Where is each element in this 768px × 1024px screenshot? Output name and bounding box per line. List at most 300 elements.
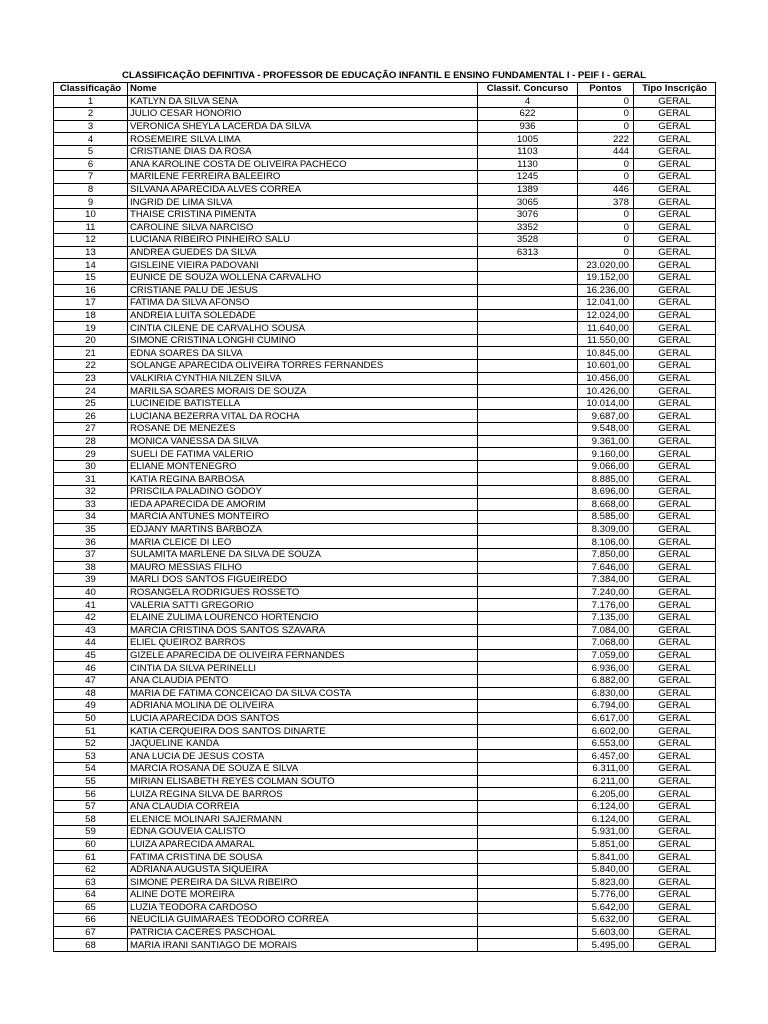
cell-classificacao: 8 bbox=[54, 183, 128, 196]
table-row bbox=[54, 914, 716, 927]
table-row bbox=[54, 460, 716, 473]
cell-nome: MARILENE FERREIRA BALEEIRO bbox=[128, 171, 478, 184]
cell-nome: KATIA REGINA BARBOSA bbox=[128, 473, 478, 486]
cell-classificacao: 9 bbox=[54, 196, 128, 209]
cell-classificacao: 68 bbox=[54, 939, 128, 952]
cell-tipo-inscricao: GERAL bbox=[634, 385, 716, 398]
table-row bbox=[54, 234, 716, 247]
cell-pontos: 23.020,00 bbox=[578, 259, 634, 272]
cell-pontos: 6.311,00 bbox=[578, 763, 634, 776]
cell-tipo-inscricao: GERAL bbox=[634, 473, 716, 486]
cell-classif-concurso bbox=[478, 889, 578, 902]
cell-pontos: 6.124,00 bbox=[578, 800, 634, 813]
cell-classificacao: 4 bbox=[54, 133, 128, 146]
cell-classif-concurso: 1130 bbox=[478, 158, 578, 171]
cell-classif-concurso bbox=[478, 448, 578, 461]
classification-table bbox=[53, 82, 716, 952]
cell-nome: LUCINEIDE BATISTELLA bbox=[128, 397, 478, 410]
cell-pontos: 5.632,00 bbox=[578, 914, 634, 927]
cell-nome: JULIO CESAR HONORIO bbox=[128, 108, 478, 121]
cell-pontos: 5.823,00 bbox=[578, 876, 634, 889]
cell-nome: ANA LUCIA DE JESUS COSTA bbox=[128, 750, 478, 763]
table-row bbox=[54, 611, 716, 624]
cell-tipo-inscricao: GERAL bbox=[634, 926, 716, 939]
cell-nome: CRISTIANE DIAS DA ROSA bbox=[128, 145, 478, 158]
cell-pontos: 7.850,00 bbox=[578, 548, 634, 561]
cell-classif-concurso bbox=[478, 763, 578, 776]
cell-nome: ALINE DOTE MOREIRA bbox=[128, 889, 478, 902]
cell-classificacao: 54 bbox=[54, 763, 128, 776]
cell-tipo-inscricao: GERAL bbox=[634, 586, 716, 599]
cell-classificacao: 42 bbox=[54, 611, 128, 624]
cell-pontos: 16.236,00 bbox=[578, 284, 634, 297]
cell-tipo-inscricao: GERAL bbox=[634, 95, 716, 108]
cell-classificacao: 16 bbox=[54, 284, 128, 297]
table-row bbox=[54, 624, 716, 637]
cell-classificacao: 38 bbox=[54, 561, 128, 574]
cell-tipo-inscricao: GERAL bbox=[634, 687, 716, 700]
cell-pontos: 6.882,00 bbox=[578, 674, 634, 687]
cell-classificacao: 10 bbox=[54, 208, 128, 221]
table-row bbox=[54, 347, 716, 360]
cell-tipo-inscricao: GERAL bbox=[634, 234, 716, 247]
table-row bbox=[54, 372, 716, 385]
cell-nome: MARILSA SOARES MORAIS DE SOUZA bbox=[128, 385, 478, 398]
cell-classif-concurso bbox=[478, 309, 578, 322]
cell-classif-concurso bbox=[478, 385, 578, 398]
cell-classificacao: 6 bbox=[54, 158, 128, 171]
table-row bbox=[54, 800, 716, 813]
cell-pontos: 0 bbox=[578, 246, 634, 259]
cell-nome: ADRIANA AUGUSTA SIQUEIRA bbox=[128, 863, 478, 876]
table-row bbox=[54, 536, 716, 549]
table-row bbox=[54, 271, 716, 284]
table-row bbox=[54, 750, 716, 763]
cell-classificacao: 14 bbox=[54, 259, 128, 272]
cell-nome: NEUCILIA GUIMARAES TEODORO CORREA bbox=[128, 914, 478, 927]
cell-nome: SUELI DE FATIMA VALERIO bbox=[128, 448, 478, 461]
cell-classif-concurso bbox=[478, 410, 578, 423]
cell-classif-concurso bbox=[478, 574, 578, 587]
cell-tipo-inscricao: GERAL bbox=[634, 246, 716, 259]
cell-classif-concurso bbox=[478, 863, 578, 876]
cell-tipo-inscricao: GERAL bbox=[634, 637, 716, 650]
cell-classif-concurso: 936 bbox=[478, 120, 578, 133]
cell-pontos: 5.603,00 bbox=[578, 926, 634, 939]
cell-classificacao: 44 bbox=[54, 637, 128, 650]
cell-nome: ANDREA GUEDES DA SILVA bbox=[128, 246, 478, 259]
cell-classif-concurso bbox=[478, 259, 578, 272]
cell-classif-concurso bbox=[478, 423, 578, 436]
cell-tipo-inscricao: GERAL bbox=[634, 158, 716, 171]
cell-classif-concurso bbox=[478, 284, 578, 297]
cell-nome: INGRID DE LIMA SILVA bbox=[128, 196, 478, 209]
cell-classif-concurso: 4 bbox=[478, 95, 578, 108]
cell-tipo-inscricao: GERAL bbox=[634, 372, 716, 385]
cell-tipo-inscricao: GERAL bbox=[634, 700, 716, 713]
cell-classificacao: 40 bbox=[54, 586, 128, 599]
cell-nome: MARLI DOS SANTOS FIGUEIREDO bbox=[128, 574, 478, 587]
cell-classificacao: 63 bbox=[54, 876, 128, 889]
cell-pontos: 7.646,00 bbox=[578, 561, 634, 574]
cell-pontos: 0 bbox=[578, 95, 634, 108]
cell-nome: MIRIAN ELISABETH REYES COLMAN SOUTO bbox=[128, 775, 478, 788]
table-row bbox=[54, 649, 716, 662]
cell-classificacao: 67 bbox=[54, 926, 128, 939]
table-row bbox=[54, 435, 716, 448]
cell-nome: VERONICA SHEYLA LACERDA DA SILVA bbox=[128, 120, 478, 133]
cell-nome: ELIANE MONTENEGRO bbox=[128, 460, 478, 473]
cell-pontos: 10.426,00 bbox=[578, 385, 634, 398]
cell-tipo-inscricao: GERAL bbox=[634, 813, 716, 826]
cell-classificacao: 60 bbox=[54, 838, 128, 851]
cell-nome: MARCIA CRISTINA DOS SANTOS SZAVARA bbox=[128, 624, 478, 637]
cell-tipo-inscricao: GERAL bbox=[634, 536, 716, 549]
cell-nome: SOLANGE APARECIDA OLIVEIRA TORRES FERNANDES bbox=[128, 360, 478, 373]
table-row bbox=[54, 586, 716, 599]
cell-pontos: 11.550,00 bbox=[578, 334, 634, 347]
table-row bbox=[54, 486, 716, 499]
cell-pontos: 6.794,00 bbox=[578, 700, 634, 713]
cell-pontos: 5.642,00 bbox=[578, 901, 634, 914]
cell-pontos: 12.041,00 bbox=[578, 297, 634, 310]
cell-pontos: 7.384,00 bbox=[578, 574, 634, 587]
cell-classificacao: 56 bbox=[54, 788, 128, 801]
cell-classif-concurso bbox=[478, 322, 578, 335]
cell-nome: GIZELE APARECIDA DE OLIVEIRA FERNANDES bbox=[128, 649, 478, 662]
cell-pontos: 9.548,00 bbox=[578, 423, 634, 436]
table-row bbox=[54, 737, 716, 750]
cell-tipo-inscricao: GERAL bbox=[634, 876, 716, 889]
cell-classif-concurso bbox=[478, 586, 578, 599]
cell-nome: THAISE CRISTINA PIMENTA bbox=[128, 208, 478, 221]
cell-pontos: 0 bbox=[578, 208, 634, 221]
cell-nome: SULAMITA MARLENE DA SILVA DE SOUZA bbox=[128, 548, 478, 561]
cell-tipo-inscricao: GERAL bbox=[634, 322, 716, 335]
cell-classif-concurso bbox=[478, 700, 578, 713]
column-header-tipo-inscricao: Tipo Inscrição bbox=[634, 83, 716, 96]
cell-classif-concurso bbox=[478, 397, 578, 410]
cell-nome: SIMONE CRISTINA LONGHI CUMINO bbox=[128, 334, 478, 347]
cell-pontos: 7.240,00 bbox=[578, 586, 634, 599]
table-row bbox=[54, 309, 716, 322]
cell-nome: LUZIA TEODORA CARDOSO bbox=[128, 901, 478, 914]
cell-classif-concurso bbox=[478, 347, 578, 360]
cell-pontos: 8.696,00 bbox=[578, 486, 634, 499]
cell-classificacao: 28 bbox=[54, 435, 128, 448]
table-row bbox=[54, 360, 716, 373]
cell-classif-concurso bbox=[478, 851, 578, 864]
cell-nome: CINTIA CILENE DE CARVALHO SOUSA bbox=[128, 322, 478, 335]
cell-nome: PATRICIA CACERES PASCHOAL bbox=[128, 926, 478, 939]
cell-nome: CRISTIANE PALU DE JESUS bbox=[128, 284, 478, 297]
cell-classificacao: 35 bbox=[54, 523, 128, 536]
table-row bbox=[54, 284, 716, 297]
cell-tipo-inscricao: GERAL bbox=[634, 826, 716, 839]
cell-classif-concurso: 6313 bbox=[478, 246, 578, 259]
table-row bbox=[54, 838, 716, 851]
cell-classif-concurso: 1005 bbox=[478, 133, 578, 146]
cell-pontos: 7.084,00 bbox=[578, 624, 634, 637]
cell-nome: MARCIA ROSANA DE SOUZA E SILVA bbox=[128, 763, 478, 776]
table-row bbox=[54, 674, 716, 687]
cell-tipo-inscricao: GERAL bbox=[634, 334, 716, 347]
cell-classif-concurso bbox=[478, 712, 578, 725]
cell-tipo-inscricao: GERAL bbox=[634, 674, 716, 687]
cell-pontos: 0 bbox=[578, 221, 634, 234]
cell-classif-concurso bbox=[478, 334, 578, 347]
cell-classif-concurso bbox=[478, 775, 578, 788]
cell-nome: GISLEINE VIEIRA PADOVANI bbox=[128, 259, 478, 272]
cell-classif-concurso bbox=[478, 523, 578, 536]
cell-classificacao: 26 bbox=[54, 410, 128, 423]
cell-tipo-inscricao: GERAL bbox=[634, 712, 716, 725]
cell-classificacao: 53 bbox=[54, 750, 128, 763]
document-sheet bbox=[53, 69, 715, 952]
cell-classif-concurso bbox=[478, 788, 578, 801]
table-row bbox=[54, 133, 716, 146]
cell-nome: MARIA DE FATIMA CONCEICAO DA SILVA COSTA bbox=[128, 687, 478, 700]
cell-tipo-inscricao: GERAL bbox=[634, 120, 716, 133]
cell-pontos: 6.457,00 bbox=[578, 750, 634, 763]
cell-classif-concurso bbox=[478, 737, 578, 750]
cell-nome: ROSANE DE MENEZES bbox=[128, 423, 478, 436]
table-row bbox=[54, 410, 716, 423]
table-row bbox=[54, 183, 716, 196]
cell-classificacao: 13 bbox=[54, 246, 128, 259]
cell-nome: MARCIA ANTUNES MONTEIRO bbox=[128, 511, 478, 524]
cell-nome: ANA KAROLINE COSTA DE OLIVEIRA PACHECO bbox=[128, 158, 478, 171]
cell-tipo-inscricao: GERAL bbox=[634, 838, 716, 851]
cell-pontos: 9.160,00 bbox=[578, 448, 634, 461]
cell-nome: LUCIANA BEZERRA VITAL DA ROCHA bbox=[128, 410, 478, 423]
cell-classif-concurso bbox=[478, 271, 578, 284]
cell-pontos: 8.668,00 bbox=[578, 498, 634, 511]
table-row bbox=[54, 448, 716, 461]
cell-classificacao: 34 bbox=[54, 511, 128, 524]
cell-nome: ELIEL QUEIROZ BARROS bbox=[128, 637, 478, 650]
column-header-pontos: Pontos bbox=[578, 83, 634, 96]
cell-pontos: 446 bbox=[578, 183, 634, 196]
cell-classif-concurso bbox=[478, 548, 578, 561]
cell-pontos: 5.931,00 bbox=[578, 826, 634, 839]
cell-classif-concurso bbox=[478, 460, 578, 473]
cell-nome: ROSANGELA RODRIGUES ROSSETO bbox=[128, 586, 478, 599]
cell-tipo-inscricao: GERAL bbox=[634, 196, 716, 209]
cell-pontos: 11.640,00 bbox=[578, 322, 634, 335]
table-row bbox=[54, 108, 716, 121]
cell-tipo-inscricao: GERAL bbox=[634, 397, 716, 410]
cell-classificacao: 33 bbox=[54, 498, 128, 511]
cell-classif-concurso bbox=[478, 687, 578, 700]
cell-pontos: 0 bbox=[578, 120, 634, 133]
cell-nome: EUNICE DE SOUZA WOLLENA CARVALHO bbox=[128, 271, 478, 284]
cell-pontos: 7.059,00 bbox=[578, 649, 634, 662]
cell-classif-concurso bbox=[478, 926, 578, 939]
cell-classificacao: 23 bbox=[54, 372, 128, 385]
cell-tipo-inscricao: GERAL bbox=[634, 788, 716, 801]
cell-classif-concurso bbox=[478, 511, 578, 524]
cell-classif-concurso: 1245 bbox=[478, 171, 578, 184]
cell-classif-concurso bbox=[478, 876, 578, 889]
cell-tipo-inscricao: GERAL bbox=[634, 939, 716, 952]
table-row bbox=[54, 208, 716, 221]
cell-tipo-inscricao: GERAL bbox=[634, 574, 716, 587]
cell-classificacao: 51 bbox=[54, 725, 128, 738]
cell-pontos: 0 bbox=[578, 234, 634, 247]
cell-classificacao: 3 bbox=[54, 120, 128, 133]
table-header-row bbox=[54, 83, 716, 96]
cell-classif-concurso bbox=[478, 914, 578, 927]
cell-nome: KATLYN DA SILVA SENA bbox=[128, 95, 478, 108]
cell-pontos: 10.456,00 bbox=[578, 372, 634, 385]
cell-classificacao: 45 bbox=[54, 649, 128, 662]
cell-classificacao: 36 bbox=[54, 536, 128, 549]
cell-pontos: 7.068,00 bbox=[578, 637, 634, 650]
cell-nome: MONICA VANESSA DA SILVA bbox=[128, 435, 478, 448]
column-header-classif-concurso: Classif. Concurso bbox=[478, 83, 578, 96]
cell-classif-concurso bbox=[478, 901, 578, 914]
table-row bbox=[54, 763, 716, 776]
cell-tipo-inscricao: GERAL bbox=[634, 725, 716, 738]
table-row bbox=[54, 221, 716, 234]
cell-pontos: 0 bbox=[578, 158, 634, 171]
cell-nome: FATIMA CRISTINA DE SOUSA bbox=[128, 851, 478, 864]
cell-tipo-inscricao: GERAL bbox=[634, 511, 716, 524]
cell-nome: ADRIANA MOLINA DE OLIVEIRA bbox=[128, 700, 478, 713]
cell-classif-concurso bbox=[478, 360, 578, 373]
cell-tipo-inscricao: GERAL bbox=[634, 561, 716, 574]
cell-pontos: 8.885,00 bbox=[578, 473, 634, 486]
cell-classificacao: 48 bbox=[54, 687, 128, 700]
cell-classif-concurso bbox=[478, 826, 578, 839]
cell-tipo-inscricao: GERAL bbox=[634, 410, 716, 423]
cell-tipo-inscricao: GERAL bbox=[634, 737, 716, 750]
cell-tipo-inscricao: GERAL bbox=[634, 486, 716, 499]
table-row bbox=[54, 548, 716, 561]
cell-nome: LUIZA REGINA SILVA DE BARROS bbox=[128, 788, 478, 801]
table-row bbox=[54, 120, 716, 133]
cell-classificacao: 57 bbox=[54, 800, 128, 813]
cell-classif-concurso bbox=[478, 649, 578, 662]
cell-classificacao: 39 bbox=[54, 574, 128, 587]
cell-classificacao: 50 bbox=[54, 712, 128, 725]
table-row bbox=[54, 397, 716, 410]
table-row bbox=[54, 863, 716, 876]
cell-nome: JAQUELINE KANDA bbox=[128, 737, 478, 750]
cell-pontos: 9.361,00 bbox=[578, 435, 634, 448]
cell-pontos: 9.687,00 bbox=[578, 410, 634, 423]
cell-pontos: 19.152,00 bbox=[578, 271, 634, 284]
cell-pontos: 7.135,00 bbox=[578, 611, 634, 624]
table-row bbox=[54, 158, 716, 171]
cell-classif-concurso bbox=[478, 435, 578, 448]
cell-tipo-inscricao: GERAL bbox=[634, 775, 716, 788]
cell-pontos: 6.211,00 bbox=[578, 775, 634, 788]
cell-tipo-inscricao: GERAL bbox=[634, 284, 716, 297]
table-row bbox=[54, 813, 716, 826]
cell-tipo-inscricao: GERAL bbox=[634, 901, 716, 914]
cell-classif-concurso: 3076 bbox=[478, 208, 578, 221]
cell-classif-concurso bbox=[478, 624, 578, 637]
table-row bbox=[54, 574, 716, 587]
cell-nome: EDJANY MARTINS BARBOZA bbox=[128, 523, 478, 536]
cell-pontos: 5.851,00 bbox=[578, 838, 634, 851]
cell-pontos: 5.495,00 bbox=[578, 939, 634, 952]
cell-classif-concurso bbox=[478, 561, 578, 574]
cell-nome: EDNA GOUVEIA CALISTO bbox=[128, 826, 478, 839]
cell-nome: MARIA IRANI SANTIAGO DE MORAIS bbox=[128, 939, 478, 952]
cell-classificacao: 62 bbox=[54, 863, 128, 876]
cell-tipo-inscricao: GERAL bbox=[634, 309, 716, 322]
cell-nome: PRISCILA PALADINO GODOY bbox=[128, 486, 478, 499]
cell-classif-concurso: 1389 bbox=[478, 183, 578, 196]
cell-tipo-inscricao: GERAL bbox=[634, 649, 716, 662]
cell-pontos: 10.601,00 bbox=[578, 360, 634, 373]
cell-tipo-inscricao: GERAL bbox=[634, 460, 716, 473]
cell-tipo-inscricao: GERAL bbox=[634, 914, 716, 927]
cell-classificacao: 19 bbox=[54, 322, 128, 335]
cell-tipo-inscricao: GERAL bbox=[634, 271, 716, 284]
cell-classificacao: 12 bbox=[54, 234, 128, 247]
cell-classif-concurso: 3528 bbox=[478, 234, 578, 247]
cell-tipo-inscricao: GERAL bbox=[634, 448, 716, 461]
cell-nome: LUCIANA RIBEIRO PINHEIRO SALU bbox=[128, 234, 478, 247]
table-row bbox=[54, 712, 716, 725]
cell-pontos: 444 bbox=[578, 145, 634, 158]
cell-nome: IEDA APARECIDA DE AMORIM bbox=[128, 498, 478, 511]
table-row bbox=[54, 700, 716, 713]
cell-nome: ANDREIA LUITA SOLEDADE bbox=[128, 309, 478, 322]
cell-pontos: 0 bbox=[578, 171, 634, 184]
table-row bbox=[54, 259, 716, 272]
cell-classificacao: 55 bbox=[54, 775, 128, 788]
cell-classificacao: 27 bbox=[54, 423, 128, 436]
cell-classificacao: 65 bbox=[54, 901, 128, 914]
cell-nome: CAROLINE SILVA NARCISO bbox=[128, 221, 478, 234]
cell-classificacao: 25 bbox=[54, 397, 128, 410]
cell-pontos: 378 bbox=[578, 196, 634, 209]
cell-classificacao: 30 bbox=[54, 460, 128, 473]
cell-classif-concurso bbox=[478, 297, 578, 310]
cell-tipo-inscricao: GERAL bbox=[634, 145, 716, 158]
cell-nome: ANA CLAUDIA PENTO bbox=[128, 674, 478, 687]
cell-classif-concurso bbox=[478, 800, 578, 813]
cell-classificacao: 15 bbox=[54, 271, 128, 284]
cell-classificacao: 2 bbox=[54, 108, 128, 121]
table-row bbox=[54, 171, 716, 184]
cell-classificacao: 43 bbox=[54, 624, 128, 637]
table-row bbox=[54, 246, 716, 259]
cell-tipo-inscricao: GERAL bbox=[634, 523, 716, 536]
cell-tipo-inscricao: GERAL bbox=[634, 183, 716, 196]
cell-classif-concurso bbox=[478, 611, 578, 624]
cell-classificacao: 7 bbox=[54, 171, 128, 184]
cell-classificacao: 29 bbox=[54, 448, 128, 461]
cell-pontos: 8.309,00 bbox=[578, 523, 634, 536]
table-row bbox=[54, 297, 716, 310]
cell-classificacao: 49 bbox=[54, 700, 128, 713]
cell-nome: ANA CLAUDIA CORREIA bbox=[128, 800, 478, 813]
cell-classif-concurso bbox=[478, 498, 578, 511]
cell-tipo-inscricao: GERAL bbox=[634, 763, 716, 776]
cell-tipo-inscricao: GERAL bbox=[634, 498, 716, 511]
cell-classif-concurso bbox=[478, 674, 578, 687]
cell-pontos: 5.776,00 bbox=[578, 889, 634, 902]
cell-classif-concurso: 3352 bbox=[478, 221, 578, 234]
cell-pontos: 6.936,00 bbox=[578, 662, 634, 675]
cell-nome: LUCIA APARECIDA DOS SANTOS bbox=[128, 712, 478, 725]
